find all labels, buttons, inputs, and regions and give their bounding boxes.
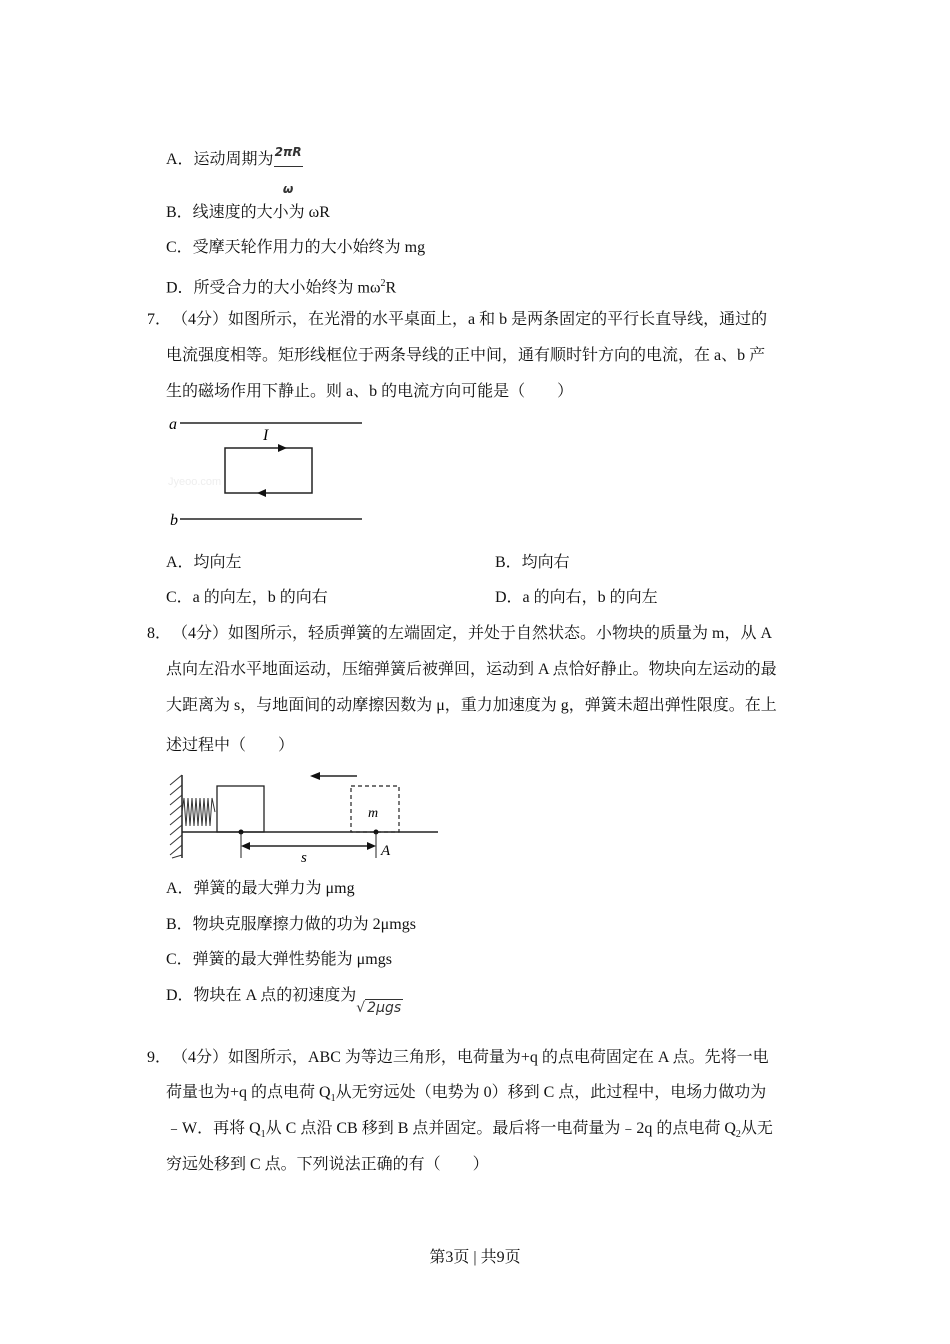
denominator: ω bbox=[282, 182, 294, 196]
q8-stem-line: 大距离为 s，与地面间的动摩擦因数为 μ，重力加速度为 g，弹簧未超出弹性限度。在上 bbox=[166, 697, 777, 714]
watermark: Jyeoo.com bbox=[168, 476, 222, 488]
spring bbox=[182, 798, 215, 826]
wall-hatching bbox=[170, 775, 182, 858]
label-A: A bbox=[381, 843, 391, 859]
subscript: 1 bbox=[260, 1129, 266, 1141]
text: 荷量也为+q 的点电荷 Q bbox=[166, 1084, 331, 1101]
q7-option-c: C．a 的向左，b 的向右 bbox=[166, 589, 328, 606]
text: 从无穷远处（电势为 0）移到 C 点，此过程中，电场力做功为 bbox=[335, 1084, 767, 1101]
page-footer: 第3页 | 共9页 bbox=[429, 1249, 521, 1266]
subscript: 1 bbox=[330, 1093, 336, 1105]
q8-option-a: A．弹簧的最大弹力为 μmg bbox=[166, 880, 355, 897]
option-text: D．所受合力的大小始终为 mω bbox=[166, 279, 381, 297]
arrow-left-icon bbox=[257, 489, 266, 497]
option-text: R bbox=[385, 279, 397, 297]
q9-stem-line bbox=[166, 1119, 773, 1145]
q8-option-c: C．弹簧的最大弹性势能为 μmgs bbox=[166, 951, 392, 968]
q9-stem-line: （4分）如图所示，ABC 为等边三角形，电荷量为+q 的点电荷固定在 A 点。先将一电 bbox=[172, 1049, 769, 1066]
label-b: b bbox=[170, 512, 178, 529]
label-s: s bbox=[301, 850, 307, 866]
q9-stem-line bbox=[166, 1083, 766, 1109]
square-root-2mugs: √ 2μgs bbox=[356, 1000, 402, 1016]
arrow-left-icon bbox=[241, 842, 250, 850]
q8-number: 8． bbox=[147, 625, 172, 642]
q6-option-b: B．线速度的大小为 ωR bbox=[166, 204, 330, 221]
q7-option-b: B．均向右 bbox=[495, 554, 570, 571]
q7-figure bbox=[168, 416, 362, 529]
q9-number: 9． bbox=[147, 1049, 172, 1066]
text: 从无 bbox=[740, 1120, 773, 1137]
option-text: D．物块在 A 点的初速度为 bbox=[166, 987, 357, 1004]
q8-figure bbox=[170, 772, 438, 866]
arrow-right-icon bbox=[367, 842, 376, 850]
text: 从 C 点沿 CB 移到 B 点并固定。最后将一电荷量为﹣2q 的点电荷 Q bbox=[265, 1120, 736, 1137]
q6-option-c: C．受摩天轮作用力的大小始终为 mg bbox=[166, 239, 426, 256]
rectangular-loop bbox=[225, 448, 312, 493]
radicand: 2μgs bbox=[367, 1000, 402, 1016]
q8-stem-line: 述过程中（ ） bbox=[166, 737, 295, 754]
q8-stem-line: （4分）如图所示，轻质弹簧的左端固定，并处于自然状态。小物块的质量为 m，从 A bbox=[172, 625, 773, 642]
q7-number: 7． bbox=[147, 311, 172, 328]
option-text: A．运动周期为 bbox=[166, 151, 274, 169]
block-compressed bbox=[217, 786, 264, 832]
subscript: 2 bbox=[735, 1129, 741, 1141]
q7-stem-line: 生的磁场作用下静止。则 a、b 的电流方向可能是（ ） bbox=[166, 383, 574, 400]
superscript: 2 bbox=[380, 278, 386, 289]
q8-stem-line: 点向左沿水平地面运动，压缩弹簧后被弹回，运动到 A 点恰好静止。物块向左运动的最 bbox=[166, 661, 777, 678]
label-m: m bbox=[368, 806, 379, 821]
label-a: a bbox=[169, 416, 177, 433]
q7-option-a: A．均向左 bbox=[166, 554, 242, 571]
q8-option-d bbox=[166, 986, 403, 1016]
q7-stem-line: （4分）如图所示，在光滑的水平桌面上，a 和 b 是两条固定的平行长直导线，通过的 bbox=[172, 311, 768, 328]
q7-stem-line: 电流强度相等。矩形线框位于两条导线的正中间，通有顺时针方向的电流，在 a、b 产 bbox=[166, 347, 766, 364]
label-current: I bbox=[263, 427, 269, 444]
numerator: 2πR bbox=[274, 142, 303, 167]
q9-stem-line: 穷远处移到 C 点。下列说法正确的有（ ） bbox=[166, 1156, 489, 1173]
q7-option-d: D．a 的向右，b 的向左 bbox=[495, 589, 658, 606]
arrow-right-icon bbox=[278, 444, 287, 452]
q8-option-b: B．物块克服摩擦力做的功为 2μmgs bbox=[166, 916, 416, 933]
arrow-left-icon bbox=[310, 772, 320, 780]
text: ﹣W．再将 Q bbox=[166, 1120, 261, 1137]
